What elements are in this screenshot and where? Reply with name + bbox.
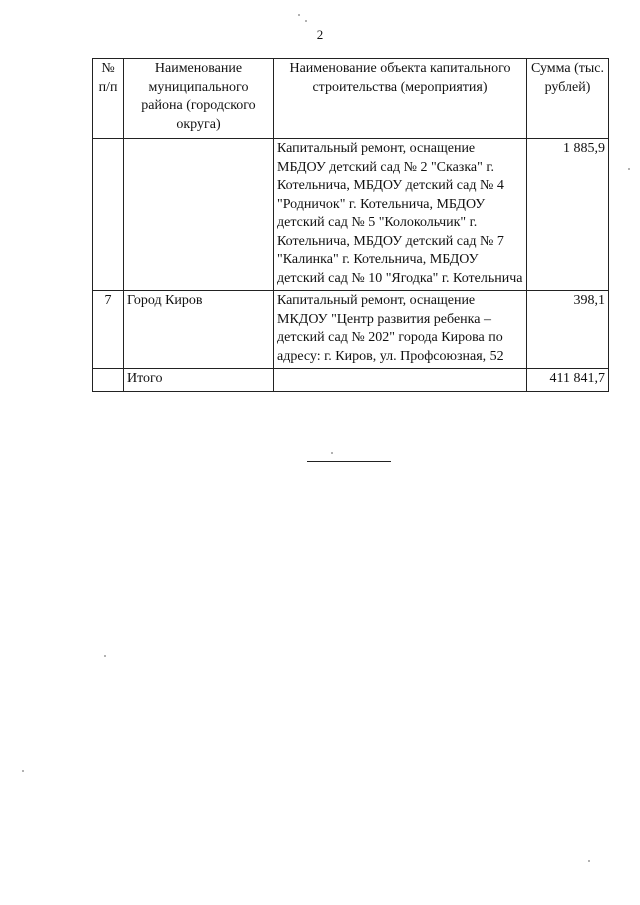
scan-speck — [305, 20, 307, 22]
cell-district — [124, 139, 274, 291]
cell-num-empty — [93, 369, 124, 392]
header-num: № п/п — [93, 59, 124, 139]
scan-speck — [22, 770, 24, 772]
table-row — [93, 139, 609, 291]
header-district: Наименование муниципального района (городского округа) — [124, 59, 274, 139]
total-sum: 411 841,7 — [527, 369, 609, 392]
cell-object: Капитальный ремонт, оснащение МКДОУ "Центр развития ребенка – детский сад № 202" города Кирова по адресу: г. Киров, ул. Профсоюзная, 52 — [274, 291, 527, 369]
scan-speck — [331, 452, 333, 454]
table-row — [93, 291, 609, 369]
scan-speck — [588, 860, 590, 862]
end-of-document-rule — [307, 461, 391, 462]
cell-num — [93, 139, 124, 291]
cell-object-empty — [274, 369, 527, 392]
cell-object: Капитальный ремонт, оснащение МБДОУ детский сад № 2 "Сказка" г. Котельнича, МБДОУ детский сад № 4 "Родничок" г. Котельнича, МБДОУ детский сад № 5 "Колокольчик" г. Котельнича, МБДОУ детский сад № 7 "Калинка" г. Котельнича, МБДОУ детский сад № 10 "Ягодка" г. Котельнича — [274, 139, 527, 291]
page-number: 2 — [316, 27, 324, 42]
header-object: Наименование объекта капитального строительства (мероприятия) — [274, 59, 527, 139]
cell-sum: 398,1 — [527, 291, 609, 369]
scan-speck — [104, 655, 106, 657]
cell-sum: 1 885,9 — [527, 139, 609, 291]
cell-num: 7 — [93, 291, 124, 369]
header-sum: Сумма (тыс. рублей) — [527, 59, 609, 139]
total-label: Итого — [124, 369, 274, 392]
scan-speck — [628, 168, 630, 170]
cell-district: Город Киров — [124, 291, 274, 369]
capital-construction-table — [92, 58, 609, 392]
scan-speck — [298, 14, 300, 16]
table-total-row — [93, 369, 609, 392]
table-header-row — [93, 59, 609, 139]
